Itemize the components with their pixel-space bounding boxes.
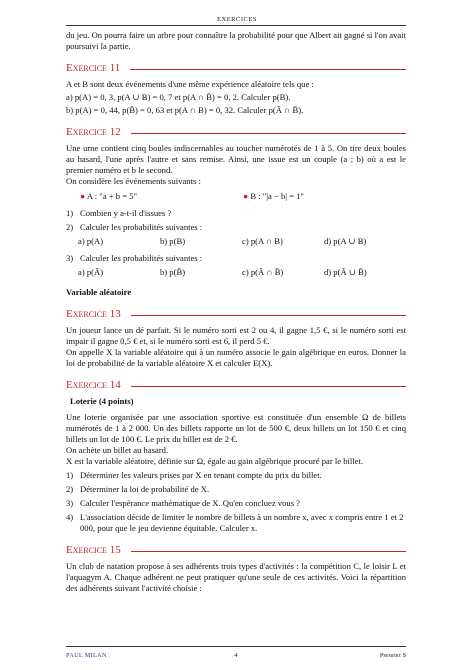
ex14-item-4: 4) L'association décide de limiter le nombre de billets à un nombre x, avec x compris entre 1 et 2 000, pour que le jeu devienne équitable. Calculer x.: [66, 512, 406, 534]
ex12-q1: 1) Combien y a-t-il d'issues ?: [66, 208, 172, 218]
q3-item: d) p(Ā ∪ B̄): [324, 267, 367, 277]
ex12-q3: 3) Calculer les probabilités suivantes :: [66, 253, 203, 263]
ex14-line3: X est la variable aléatoire, définie sur Ω, égale au gain algébrique procuré par le billet.: [66, 456, 364, 466]
ex14-item-2: 2) Déterminer la loi de probabilité de X.: [66, 484, 210, 494]
ex12-q2-items: [78, 236, 406, 247]
exercise-11-title: Exercice 11: [66, 62, 121, 74]
ex11-intro: A et B sont deux événements d'une même expérience aléatoire tels que :: [66, 79, 314, 89]
q2-item: d) p(A ∪ B): [324, 236, 367, 246]
ex12-consider: On considère les événements suivants :: [66, 176, 201, 186]
heading-rule: [131, 386, 406, 387]
footer-class: Première S: [379, 652, 406, 659]
ex14-item-1: 1) Déterminer les valeurs prises par X en tenant compte du prix du billet.: [66, 470, 322, 480]
q3-item: b) p(B̄): [160, 267, 186, 277]
heading-rule: [131, 551, 406, 552]
ex14-item-text: Calculer l'espérance mathématique de X. Qu'en concluez vous ?: [80, 498, 300, 508]
ex14-item-text: Déterminer les valeurs prises par X en tenant compte du prix du billet.: [80, 470, 322, 480]
header-rule: [66, 25, 406, 26]
q2-item: b) p(B): [160, 236, 186, 246]
ex12-q3-items: [78, 267, 406, 278]
bullet-icon: ●: [80, 191, 86, 201]
ex14-subtitle: Loterie (4 points): [70, 396, 134, 406]
intro-text: du jeu. On pourra faire un arbre pour connaître la probabilité pour que Albert ait gagné si l'on avait poursuivi la partie.: [66, 30, 406, 51]
ex12-q2: 2) Calculer les probabilités suivantes :: [66, 222, 203, 232]
ex12-q3-text: Calculer les probabilités suivantes :: [80, 253, 203, 263]
bullet-icon: ●: [243, 191, 249, 201]
exercise-14-heading: [66, 380, 406, 391]
ex14-item-text: Déterminer la loi de probabilité de X.: [80, 484, 210, 494]
q3-item: a) p(Ā): [78, 267, 104, 277]
q2-item: c) p(A ∩ B): [242, 236, 283, 246]
exercise-11-heading: [66, 63, 406, 74]
ex12-events: [80, 191, 406, 202]
ex14-text: Une loterie organisée par une association sportive est constituée d'un ensemble Ω de billets numérotés de 1 à 2 000. Un des billets rapporte un lot de 500 €, deux billets un lot 150 € et cinq billets un lot de 100 €. Le prix du billet est de 2 €.: [66, 412, 406, 444]
ex11-a: a) p(A) = 0, 3, p(A ∪ B) = 0, 7 et p(A ∩ B̄) = 0, 2. Calculer p(B).: [66, 92, 291, 102]
q2-item: a) p(A): [78, 236, 104, 246]
content: [66, 30, 406, 594]
event-a: A : "a + b = 5": [86, 191, 138, 201]
exercise-15-heading: [66, 545, 406, 556]
exercise-13-heading: [66, 309, 406, 320]
exercise-14-title: Exercice 14: [66, 379, 121, 391]
ex13-text2: On appelle X la variable aléatoire qui à un numéro associe le gain algébrique en euros. Donner la loi de probabilité de la variable aléatoire X et calculer E(X).: [66, 347, 406, 368]
ex12-text: Une urne contient cinq boules indiscernables au toucher numérotés de 1 à 5. On tire deux boules au hasard, l'une après l'autre et sans remise. Ainsi, une issue est un couple (a ; b) où a est le premier numéro et b le second.: [66, 143, 406, 175]
ex15-text: Un club de natation propose à ses adhérents trois types d'activités : la compétition C, le loisir L et l'aquagym A. Chaque adhérent ne peut pratiquer qu'une seule de ces activités. Voici la répartition des adhérents suivant l'activité choisie :: [66, 561, 406, 593]
ex14-item-3: 3) Calculer l'espérance mathématique de X. Qu'en concluez vous ?: [66, 498, 300, 508]
footer-rule: [66, 646, 406, 647]
ex14-line2: On achète un billet au hasard.: [66, 445, 169, 455]
ex12-q1-text: Combien y a-t-il d'issues ?: [80, 208, 172, 218]
section-title: Variable aléatoire: [66, 287, 132, 297]
exercise-13-title: Exercice 13: [66, 308, 121, 320]
exercise-12-title: Exercice 12: [66, 126, 121, 138]
q3-item: c) p(Ā ∩ B̄): [242, 267, 284, 277]
header-title: EXERCICES: [217, 16, 257, 23]
exercise-15-title: Exercice 15: [66, 544, 121, 556]
ex11-b: b) p(A) = 0, 44, p(B̄) = 0, 63 et p(A ∩ B) = 0, 32. Calculer p(Ā ∩ B̄).: [66, 105, 304, 115]
footer-page-number: 4: [234, 652, 238, 659]
heading-rule: [130, 69, 406, 70]
ex12-q2-text: Calculer les probabilités suivantes :: [80, 222, 203, 232]
exercise-12-heading: [66, 127, 406, 138]
event-b: B : "|a − b| = 1": [250, 191, 304, 201]
footer-author: PAUL MILAN: [66, 652, 107, 659]
heading-rule: [131, 315, 406, 316]
heading-rule: [131, 133, 406, 134]
ex14-item-text: L'association décide de limiter le nombre de billets à un nombre x, avec x compris entre 1 et 2 000, pour que le jeu devienne équitable. Calculer x.: [80, 512, 404, 533]
ex13-text: Un joueur lance un dé parfait. Si le numéro sorti est 2 ou 4, il gagne 1,5 €, si le numéro sorti est impair il gagne 0,5 € et, si le numéro sorti est 6, il perd 5 €.: [66, 325, 406, 346]
